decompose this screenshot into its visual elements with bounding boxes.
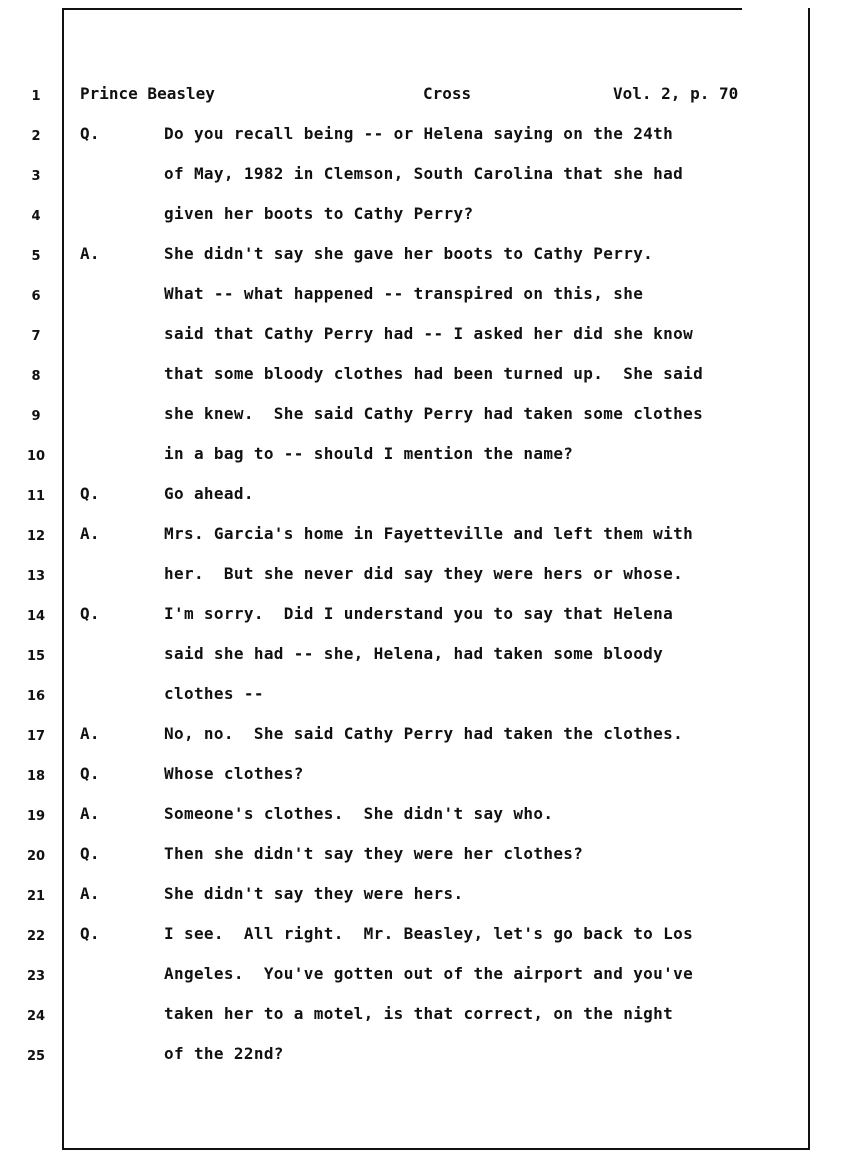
line-text: said she had -- she, Helena, had taken some bloody [164, 644, 664, 663]
line-text: Then she didn't say they were her clothes? [164, 844, 584, 863]
line-number: 22 [26, 929, 46, 944]
transcript-line [0, 996, 860, 1036]
line-number: 8 [31, 369, 41, 384]
transcript-line [0, 636, 860, 676]
line-number: 14 [26, 609, 46, 624]
line-number: 25 [26, 1049, 46, 1064]
line-text: taken her to a motel, is that correct, on the night [164, 1004, 674, 1023]
line-text: clothes -- [164, 684, 264, 703]
speaker-label: A. [80, 884, 100, 903]
line-number: 7 [31, 329, 41, 344]
line-text: said that Cathy Perry had -- I asked her did she know [164, 324, 694, 343]
speaker-label: A. [80, 244, 100, 263]
speaker-label: Q. [80, 844, 100, 863]
line-number: 19 [26, 809, 46, 824]
line-text: given her boots to Cathy Perry? [164, 204, 474, 223]
line-number: 16 [26, 689, 46, 704]
line-number: 4 [31, 209, 41, 224]
line-text: her. But she never did say they were hers or whose. [164, 564, 684, 583]
line-number: 10 [26, 449, 46, 464]
line-text: Do you recall being -- or Helena saying on the 24th [164, 124, 674, 143]
speaker-label: A. [80, 804, 100, 823]
transcript-line [0, 516, 860, 556]
line-text: she knew. She said Cathy Perry had taken some clothes [164, 404, 704, 423]
transcript-line [0, 436, 860, 476]
line-number: 1 [31, 89, 41, 104]
line-number: 12 [26, 529, 46, 544]
transcript-line [0, 1036, 860, 1076]
transcript-line [0, 116, 860, 156]
witness-name: Prince Beasley [80, 84, 215, 103]
line-text: of May, 1982 in Clemson, South Carolina that she had [164, 164, 684, 183]
line-text: in a bag to -- should I mention the name? [164, 444, 574, 463]
transcript-line [0, 596, 860, 636]
speaker-label: Q. [80, 484, 100, 503]
line-text: She didn't say she gave her boots to Cathy Perry. [164, 244, 654, 263]
line-text: She didn't say they were hers. [164, 884, 464, 903]
transcript-line [0, 236, 860, 276]
speaker-label: A. [80, 724, 100, 743]
line-number: 24 [26, 1009, 46, 1024]
volume-page: Vol. 2, p. 70 [613, 84, 739, 103]
line-number: 13 [26, 569, 46, 584]
line-text: I'm sorry. Did I understand you to say that Helena [164, 604, 674, 623]
transcript-line [0, 196, 860, 236]
line-text: of the 22nd? [164, 1044, 284, 1063]
line-number: 11 [26, 489, 46, 504]
line-text: No, no. She said Cathy Perry had taken the clothes. [164, 724, 684, 743]
transcript-line [0, 676, 860, 716]
speaker-label: Q. [80, 924, 100, 943]
transcript-line [0, 836, 860, 876]
transcript-line [0, 396, 860, 436]
speaker-label: Q. [80, 764, 100, 783]
line-number: 18 [26, 769, 46, 784]
line-text: Angeles. You've gotten out of the airport and you've [164, 964, 694, 983]
line-number: 3 [31, 169, 41, 184]
line-number: 23 [26, 969, 46, 984]
transcript-line [0, 276, 860, 316]
transcript-line [0, 876, 860, 916]
transcript-line [0, 756, 860, 796]
transcript-line [0, 156, 860, 196]
transcript-line [0, 476, 860, 516]
examination-type: Cross [423, 84, 472, 103]
line-text: Mrs. Garcia's home in Fayetteville and left them with [164, 524, 694, 543]
line-number: 17 [26, 729, 46, 744]
transcript-line [0, 716, 860, 756]
speaker-label: Q. [80, 604, 100, 623]
transcript-line [0, 76, 860, 116]
line-number: 2 [31, 129, 41, 144]
transcript-line [0, 316, 860, 356]
transcript-line [0, 916, 860, 956]
line-number: 20 [26, 849, 46, 864]
line-text: What -- what happened -- transpired on this, she [164, 284, 644, 303]
transcript-line [0, 356, 860, 396]
line-number: 6 [31, 289, 41, 304]
line-text: that some bloody clothes had been turned up. She said [164, 364, 704, 383]
line-text: Someone's clothes. She didn't say who. [164, 804, 554, 823]
line-number: 15 [26, 649, 46, 664]
line-text: Go ahead. [164, 484, 254, 503]
line-number: 5 [31, 249, 41, 264]
speaker-label: Q. [80, 124, 100, 143]
transcript-line [0, 956, 860, 996]
line-number: 21 [26, 889, 46, 904]
speaker-label: A. [80, 524, 100, 543]
transcript-line [0, 556, 860, 596]
line-text: I see. All right. Mr. Beasley, let's go back to Los [164, 924, 694, 943]
line-number: 9 [31, 409, 41, 424]
line-text: Whose clothes? [164, 764, 304, 783]
transcript-line [0, 796, 860, 836]
